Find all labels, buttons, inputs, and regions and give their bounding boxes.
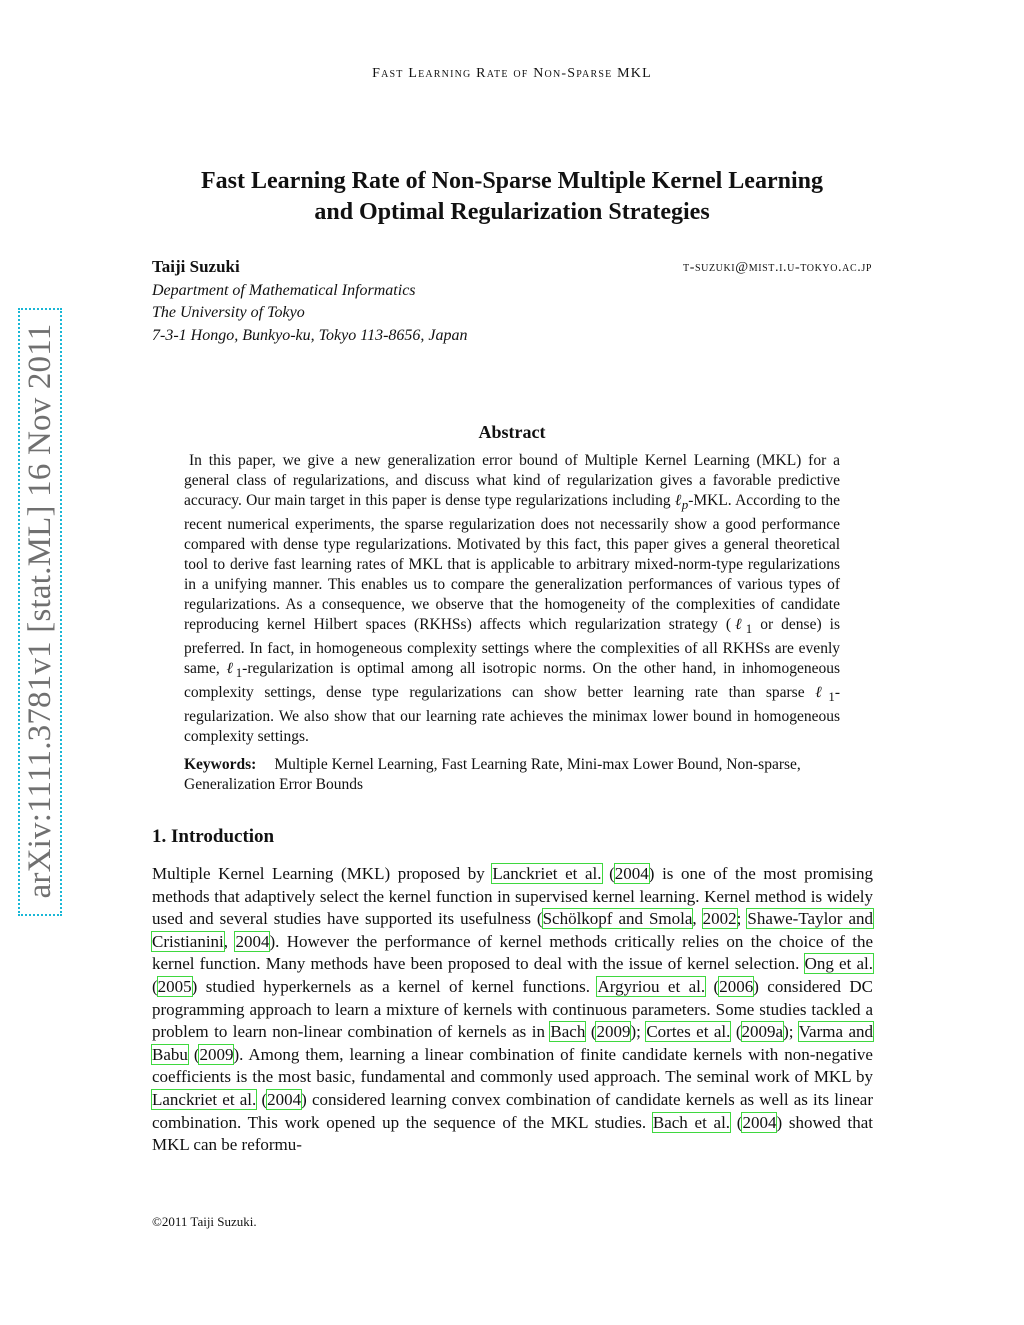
- title-line-1: Fast Learning Rate of Non-Sparse Multiple Kernel Learning: [201, 168, 823, 194]
- copyright-notice: ©2011 Taiji Suzuki.: [152, 1214, 257, 1229]
- abstract-text-4: -regularization is optimal among all isotropic norms. On the other hand, in inhomogeneous complexity settings, dense type regularizations can show better learning rate than sparse: [184, 660, 840, 702]
- abstract-text-5: -regularization. We also show that our learning rate achieves the minimax lower bound in homogeneous complexity settings.: [184, 684, 840, 746]
- math-ell: ℓ: [731, 616, 746, 634]
- citation-year-link[interactable]: 2004: [742, 1112, 777, 1132]
- author-university: The University of Tokyo: [152, 304, 305, 321]
- intro-text: ) considered learning convex combination of candidate kernels as well as its linear combination. This work opened up the sequence of the MKL studies.: [152, 1089, 873, 1132]
- intro-text: (: [187, 1044, 200, 1064]
- math-ell: ℓ: [815, 684, 829, 702]
- abstract-body: [184, 451, 840, 747]
- intro-text: (: [601, 864, 615, 883]
- intro-text: ). Among them, learning a linear combination of finite candidate kernels with non-negative coefficients is the most basic, fundamental and commonly used approach. The seminal work of MKL by: [152, 1044, 873, 1087]
- intro-text: ;: [736, 909, 748, 929]
- abstract-text-3: or dense) is preferred. In fact, in homogeneous complexity settings where the complexities of all RKHSs are evenly same,: [184, 616, 840, 678]
- intro-text: ). However the performance of kernel methods critically relies on the choice of the kernel function. Many methods have been proposed to deal with the issue of kernel selection.: [152, 931, 874, 974]
- citation-link[interactable]: Shawe-Taylor and Cristianini: [152, 909, 873, 951]
- intro-text: );: [783, 1022, 799, 1042]
- citation-link[interactable]: Ong et al.: [804, 954, 873, 974]
- intro-text: ) considered DC programming approach to learn a mixture of kernels with continuous parameters. Some studies tackled a problem to learn non-linear combination of kernels as in: [152, 976, 873, 1042]
- intro-text: ) showed that MKL can be reformu-: [152, 1112, 874, 1155]
- intro-text: (: [705, 976, 720, 996]
- intro-text: );: [630, 1022, 647, 1042]
- math-ell: ℓ: [226, 660, 236, 678]
- intro-text: ) studied hyperkernels as a kernel of kernel functions.: [191, 976, 598, 996]
- intro-text: (: [730, 1112, 743, 1132]
- intro-text: (: [585, 1022, 597, 1042]
- section-heading-introduction: 1. Introduction: [152, 826, 275, 847]
- citation-year-link[interactable]: 2004: [235, 931, 270, 951]
- citation-year-link[interactable]: 2002: [702, 909, 737, 929]
- abstract-text-1: In this paper, we give a new generalization error bound of Multiple Kernel Learning (MKL) for a general class of regularizations, and discuss what kind of regularization gives a favorable predictive accuracy. Our main target in this paper is dense type regularizations including: [184, 452, 840, 509]
- math-ell: ℓ: [674, 492, 682, 509]
- abstract-heading: Abstract: [478, 422, 546, 442]
- citation-link[interactable]: Cortes et al.: [646, 1022, 731, 1042]
- author-email: t-suzuki@mist.i.u-tokyo.ac.jp: [683, 260, 872, 275]
- keywords-label: Keywords:: [184, 756, 257, 773]
- intro-text: ) is one of the most promising methods that adaptively select the kernel function in supervised kernel learning. Kernel method is widely used and several studies have supported its usefulness (: [152, 864, 874, 929]
- arxiv-identifier: arXiv:1111.3781v1 [stat.ML] 16 Nov 2011: [22, 323, 58, 899]
- introduction-paragraph: [152, 863, 873, 1157]
- keywords-text: Multiple Kernel Learning, Fast Learning Rate, Mini-max Lower Bound, Non-sparse, Generalization Error Bounds: [184, 756, 801, 793]
- citation-link[interactable]: Schölkopf and Smola: [542, 909, 693, 929]
- keywords: [184, 755, 840, 795]
- citation-year-link[interactable]: 2004: [614, 864, 649, 883]
- citation-link[interactable]: Argyriou et al.: [597, 976, 706, 996]
- citation-year-link[interactable]: 2009: [199, 1044, 234, 1064]
- citation-link[interactable]: Varma and Babu: [152, 1022, 873, 1064]
- citation-link[interactable]: Bach et al.: [652, 1112, 731, 1132]
- citation-year-link[interactable]: 2006: [719, 976, 754, 996]
- intro-text: ,: [692, 909, 703, 929]
- intro-text: Multiple Kernel Learning (MKL) proposed by: [152, 864, 493, 883]
- intro-text: (: [152, 976, 158, 996]
- intro-text: (: [730, 1022, 742, 1042]
- intro-text: ,: [223, 931, 236, 951]
- author-address: 7-3-1 Hongo, Bunkyo-ku, Tokyo 113-8656, Japan: [152, 327, 468, 344]
- paper-title: [130, 166, 894, 228]
- citation-link[interactable]: Lanckriet et al.: [492, 864, 602, 883]
- running-head: Fast Learning Rate of Non-Sparse MKL: [372, 66, 652, 81]
- title-line-2: and Optimal Regularization Strategies: [314, 199, 710, 225]
- citation-link[interactable]: Bach: [550, 1022, 586, 1042]
- citation-year-link[interactable]: 2009a: [741, 1022, 784, 1042]
- math-sub-p: p: [681, 497, 689, 513]
- citation-year-link[interactable]: 2004: [267, 1089, 302, 1109]
- author-department: Department of Mathematical Informatics: [152, 282, 416, 299]
- citation-year-link[interactable]: 2005: [157, 976, 192, 996]
- math-sub-1: 1: [235, 665, 243, 681]
- math-sub-1: 1: [745, 621, 753, 637]
- abstract-text-2: -MKL. According to the recent numerical experiments, the sparse regularization does not necessarily show a good performance compared with dense type regularizations. Motivated by this fact, this paper gives a general theoretical tool to derive fast learning rates of MKL that is applicable to arbitrary mixed-norm-type regularizations in a unifying manner. This enables us to compare the generalization performances of various types of regularizations. As a consequence, we observe that the homogeneity of the complexities of candidate reproducing kernel Hilbert spaces (RKHSs) affects which regularization strategy (: [184, 492, 840, 634]
- intro-text: (: [256, 1089, 268, 1109]
- author-name: Taiji Suzuki: [152, 257, 240, 276]
- citation-year-link[interactable]: 2009: [596, 1022, 631, 1042]
- citation-link[interactable]: Lanckriet et al.: [152, 1089, 257, 1109]
- math-sub-1: 1: [828, 689, 835, 705]
